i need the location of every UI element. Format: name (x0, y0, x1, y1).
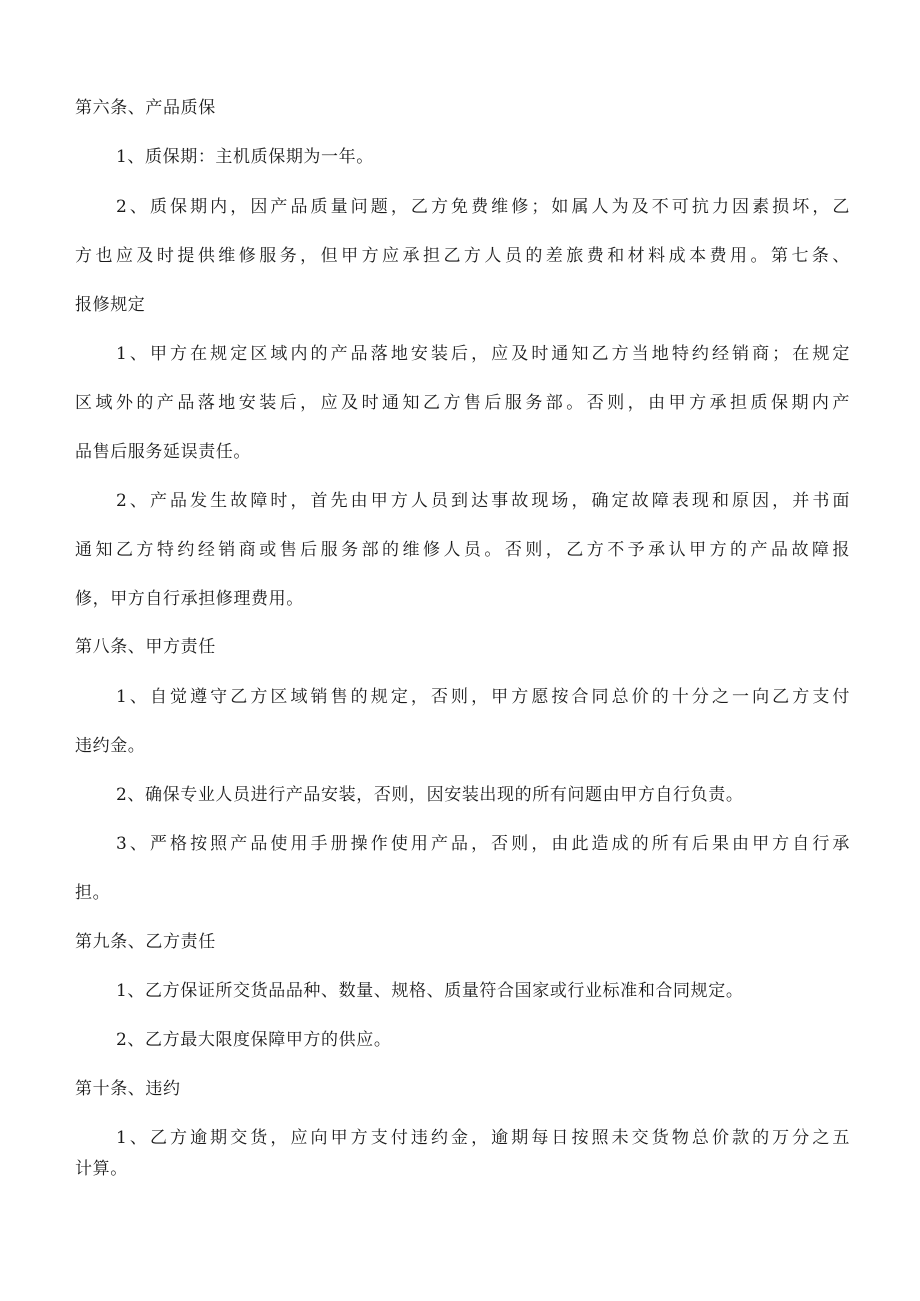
clause-10-1-line-2: 计算。 (75, 1159, 128, 1179)
section-heading-10: 第十条、违约 (75, 1079, 181, 1099)
clause-6-1: 1、质保期：主机质保期为一年。 (116, 147, 374, 167)
clause-6-2-line-3: 报修规定 (75, 295, 146, 315)
clause-7-1-line-2: 区域外的产品落地安装后，应及时通知乙方售后服务部。否则，由甲方承担质保期内产 (75, 393, 850, 413)
clause-7-2-line-2: 通知乙方特约经销商或售后服务部的维修人员。否则，乙方不予承认甲方的产品故障报 (75, 540, 850, 560)
clause-8-1-line-1: 1、自觉遵守乙方区域销售的规定，否则，甲方愿按合同总价的十分之一向乙方支付 (116, 687, 850, 707)
clause-6-2-line-2: 方也应及时提供维修服务，但甲方应承担乙方人员的差旅费和材料成本费用。第七条、 (75, 246, 850, 266)
clause-8-1-line-2: 违约金。 (75, 736, 146, 756)
clause-7-2-line-3: 修，甲方自行承担修理费用。 (75, 589, 304, 609)
clause-9-2: 2、乙方最大限度保障甲方的供应。 (116, 1030, 392, 1050)
section-heading-9: 第九条、乙方责任 (75, 932, 216, 952)
clause-6-2-line-1: 2、质保期内，因产品质量问题，乙方免费维修；如属人为及不可抗力因素损坏，乙 (116, 197, 850, 217)
clause-7-1-line-3: 品售后服务延误责任。 (75, 442, 251, 462)
section-heading-8: 第八条、甲方责任 (75, 637, 216, 657)
clause-7-1-line-1: 1、甲方在规定区域内的产品落地安装后，应及时通知乙方当地特约经销商；在规定 (116, 344, 850, 364)
clause-8-3-line-2: 担。 (75, 883, 111, 903)
clause-8-2: 2、确保专业人员进行产品安装，否则，因安装出现的所有问题由甲方自行负责。 (116, 785, 744, 805)
clause-7-2-line-1: 2、产品发生故障时，首先由甲方人员到达事故现场，确定故障表现和原因，并书面 (116, 491, 850, 511)
clause-9-1: 1、乙方保证所交货品品种、数量、规格、质量符合国家或行业标准和合同规定。 (116, 981, 744, 1001)
clause-8-3-line-1: 3、严格按照产品使用手册操作使用产品，否则，由此造成的所有后果由甲方自行承 (116, 834, 850, 854)
section-heading-6: 第六条、产品质保 (75, 98, 216, 118)
clause-10-1-line-1: 1、乙方逾期交货，应向甲方支付违约金，逾期每日按照未交货物总价款的万分之五 (116, 1128, 850, 1148)
